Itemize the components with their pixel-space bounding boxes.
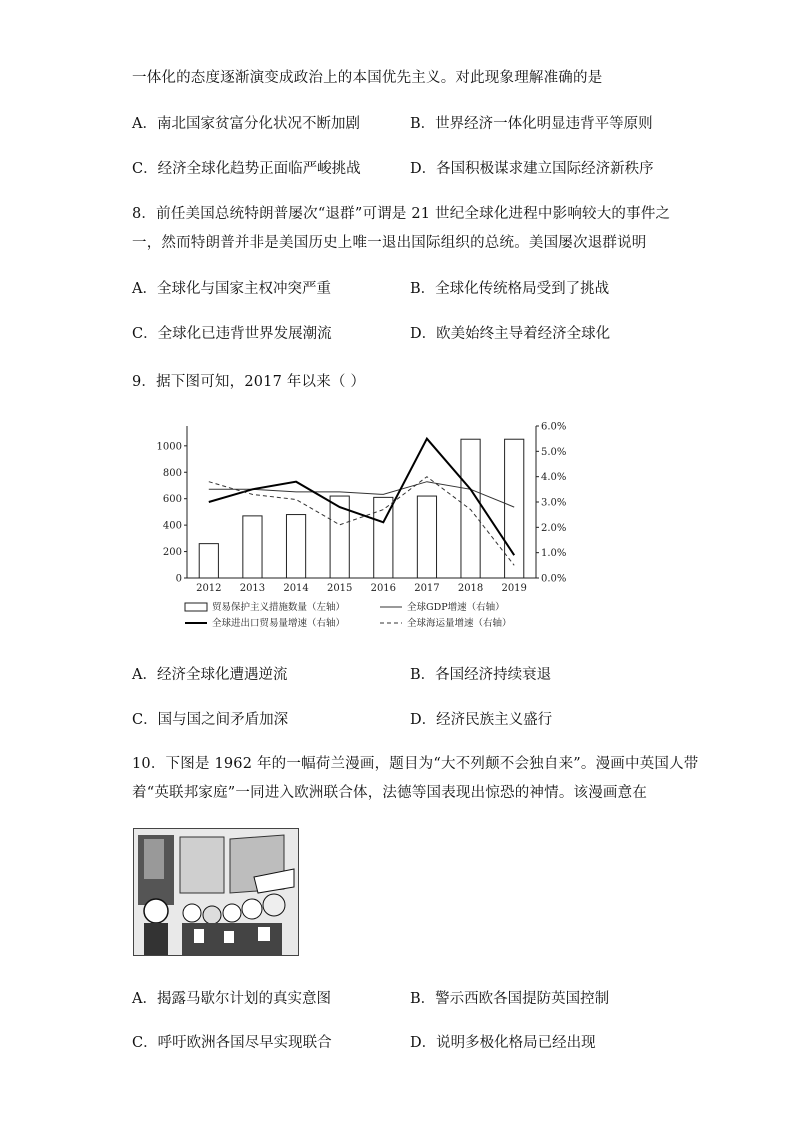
right-tick-label: 5.0% — [541, 446, 567, 458]
trade-chart — [150, 416, 590, 640]
x-tick-label: 2012 — [196, 583, 222, 594]
right-tick-label: 6.0% — [541, 421, 567, 433]
q8-stem-line1: 8．前任美国总统特朗普屡次“退群”可谓是 21 世纪全球化进程中影响较大的事件之 — [132, 206, 671, 222]
q10-stem-line1: 10．下图是 1962 年的一幅荷兰漫画，题目为“大不列颠不会独自来”。漫画中英国人带 — [132, 756, 699, 772]
legend-label-gdp: 全球GDP增速（右轴） — [407, 602, 505, 613]
x-tick-label: 2015 — [326, 583, 353, 594]
right-tick-label: 3.0% — [541, 497, 567, 509]
q9-stem: 9．据下图可知，2017 年以来（ ） — [132, 374, 366, 390]
q10-option-a: A．揭露马歇尔计划的真实意图 — [132, 991, 331, 1007]
x-tick-label: 2017 — [414, 583, 440, 594]
q8-stem-line2: 一，然而特朗普并非是美国历史上唯一退出国际组织的总统。美国屡次退群说明 — [132, 235, 647, 251]
dutch-cartoon-image — [133, 828, 299, 956]
legend-label-shipping: 全球海运量增速（右轴） — [407, 618, 512, 629]
right-tick-label: 1.0% — [541, 548, 567, 560]
x-tick-label: 2019 — [501, 583, 527, 594]
q7-option-d: D．各国积极谋求建立国际经济新秩序 — [410, 161, 654, 177]
bar-protection-measures — [243, 516, 262, 578]
left-tick-label: 200 — [162, 547, 182, 559]
q10-option-c: C．呼吁欧洲各国尽早实现联合 — [132, 1035, 332, 1051]
q7-option-a: A．南北国家贫富分化状况不断加剧 — [132, 116, 360, 132]
bar-protection-measures — [286, 515, 305, 578]
legend-swatch-bars — [185, 603, 207, 611]
q8-option-a: A．全球化与国家主权冲突严重 — [132, 281, 331, 297]
left-tick-label: 1000 — [156, 441, 182, 453]
left-tick-label: 0 — [175, 573, 182, 585]
legend-label-trade: 全球进出口贸易量增速（右轴） — [212, 618, 346, 629]
bar-protection-measures — [330, 496, 349, 578]
q9-option-a: A．经济全球化遭遇逆流 — [132, 667, 288, 683]
bar-protection-measures — [505, 439, 524, 578]
q8-option-c: C．全球化已违背世界发展潮流 — [132, 326, 332, 342]
q9-option-c: C．国与国之间矛盾加深 — [132, 712, 289, 728]
x-tick-label: 2013 — [239, 583, 266, 594]
x-tick-label: 2016 — [370, 583, 397, 594]
x-tick-label: 2018 — [457, 583, 484, 594]
legend-label-bars: 贸易保护主义措施数量（左轴） — [212, 602, 346, 613]
q9-option-b: B．各国经济持续衰退 — [410, 667, 552, 683]
left-tick-label: 600 — [162, 494, 182, 506]
q8-option-b: B．全球化传统格局受到了挑战 — [410, 281, 610, 297]
q10-stem-line2: 着“英联邦家庭”一同进入欧洲联合体，法德等国表现出惊恐的神情。该漫画意在 — [132, 785, 648, 801]
q7-option-b: B．世界经济一体化明显违背平等原则 — [410, 116, 653, 132]
right-tick-label: 4.0% — [541, 472, 567, 484]
q9-option-d: D．经济民族主义盛行 — [410, 712, 553, 728]
bar-protection-measures — [417, 496, 436, 578]
right-tick-label: 2.0% — [541, 522, 567, 534]
q7-stem: 一体化的态度逐渐演变成政治上的本国优先主义。对此现象理解准确的是 — [132, 70, 603, 86]
x-tick-label: 2014 — [283, 583, 309, 594]
bar-protection-measures — [199, 544, 218, 578]
left-tick-label: 400 — [162, 520, 182, 532]
left-tick-label: 800 — [162, 467, 182, 479]
q10-option-d: D．说明多极化格局已经出现 — [410, 1035, 596, 1051]
q10-option-b: B．警示西欧各国提防英国控制 — [410, 991, 610, 1007]
bar-protection-measures — [461, 439, 480, 578]
q7-option-c: C．经济全球化趋势正面临严峻挑战 — [132, 161, 361, 177]
q8-option-d: D．欧美始终主导着经济全球化 — [410, 326, 611, 342]
right-tick-label: 0.0% — [541, 573, 567, 585]
